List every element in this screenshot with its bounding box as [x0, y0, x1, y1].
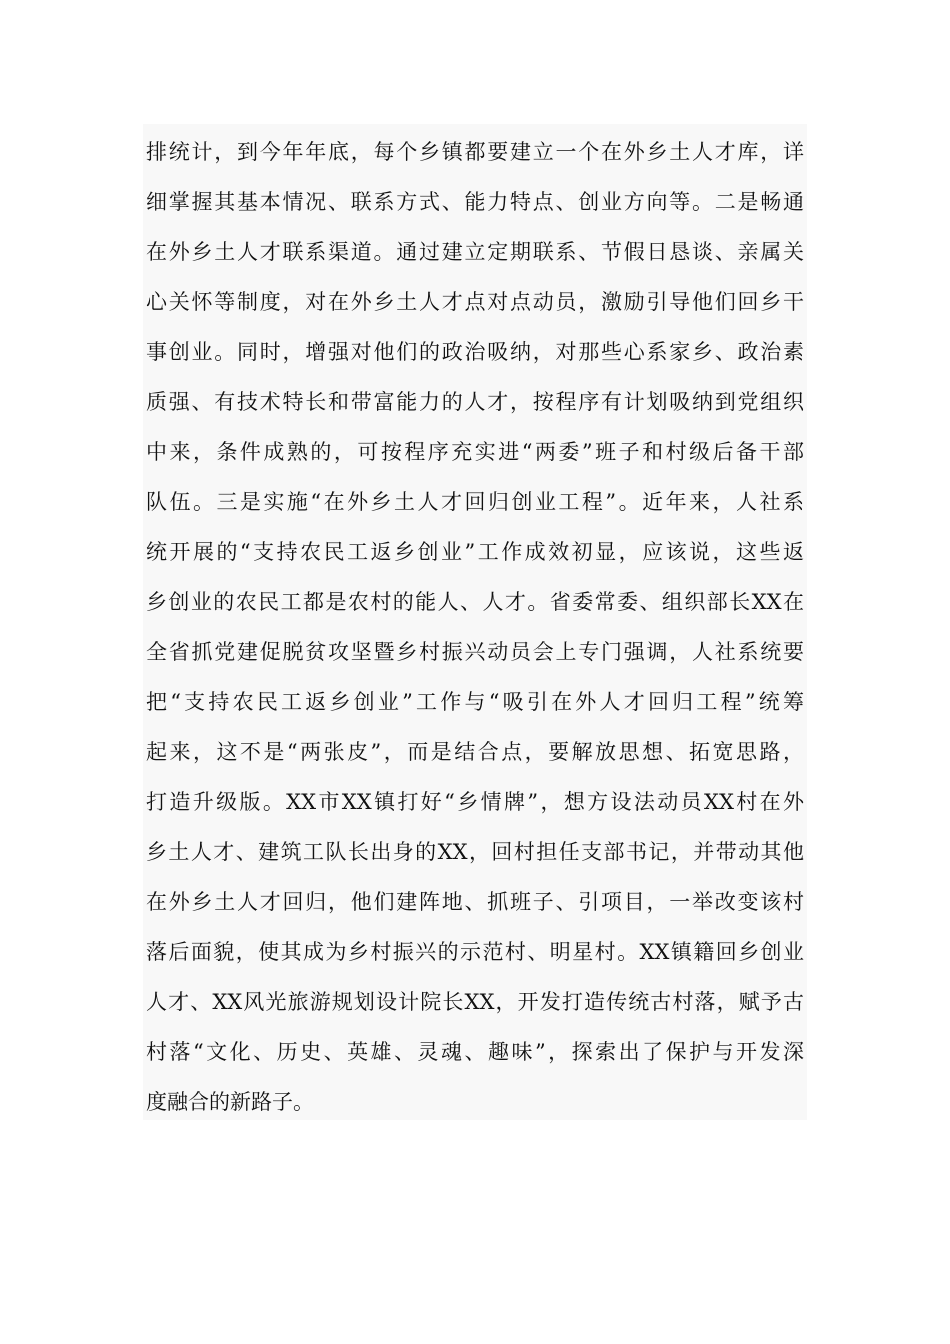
text-line-19: 村落“文化、历史、英雄、灵魂、趣味”，探索出了保护与开发深 [146, 1040, 804, 1064]
text-line-11: 全省抓党建促脱贫攻坚暨乡村振兴动员会上专门强调，人社系统要 [146, 640, 804, 664]
text-line-15: 乡土人才、建筑工队长出身的XX，回村担任支部书记，并带动其他 [146, 840, 804, 864]
text-line-3: 在外乡土人才联系渠道。通过建立定期联系、节假日恳谈、亲属关 [146, 240, 804, 264]
text-line-13: 起来，这不是“两张皮”，而是结合点，要解放思想、拓宽思路， [146, 740, 804, 764]
text-line-18: 人才、XX风光旅游规划设计院长XX，开发打造传统古村落，赋予古 [146, 990, 804, 1014]
text-line-4: 心关怀等制度，对在外乡土人才点对点动员，激励引导他们回乡干 [146, 290, 804, 314]
text-line-1: 排统计，到今年年底，每个乡镇都要建立一个在外乡土人才库，详 [146, 140, 804, 164]
text-line-8: 队伍。三是实施“在外乡土人才回归创业工程”。近年来，人社系 [146, 490, 804, 514]
text-line-17: 落后面貌，使其成为乡村振兴的示范村、明星村。XX镇籍回乡创业 [146, 940, 804, 964]
text-line-5: 事创业。同时，增强对他们的政治吸纳，对那些心系家乡、政治素 [146, 340, 804, 364]
text-line-12: 把“支持农民工返乡创业”工作与“吸引在外人才回归工程”统筹 [146, 690, 804, 714]
text-line-10: 乡创业的农民工都是农村的能人、人才。省委常委、组织部长XX在 [146, 590, 804, 614]
body-text-block [143, 124, 807, 1120]
text-line-20: 度融合的新路子。 [146, 1090, 314, 1114]
text-line-2: 细掌握其基本情况、联系方式、能力特点、创业方向等。二是畅通 [146, 190, 804, 214]
text-line-7: 中来，条件成熟的，可按程序充实进“两委”班子和村级后备干部 [146, 440, 804, 464]
text-line-9: 统开展的“支持农民工返乡创业”工作成效初显，应该说，这些返 [146, 540, 804, 564]
text-line-14: 打造升级版。XX市XX镇打好“乡情牌”，想方设法动员XX村在外 [146, 790, 804, 814]
text-line-16: 在外乡土人才回归，他们建阵地、抓班子、引项目，一举改变该村 [146, 890, 804, 914]
text-line-6: 质强、有技术特长和带富能力的人才，按程序有计划吸纳到党组织 [146, 390, 804, 414]
